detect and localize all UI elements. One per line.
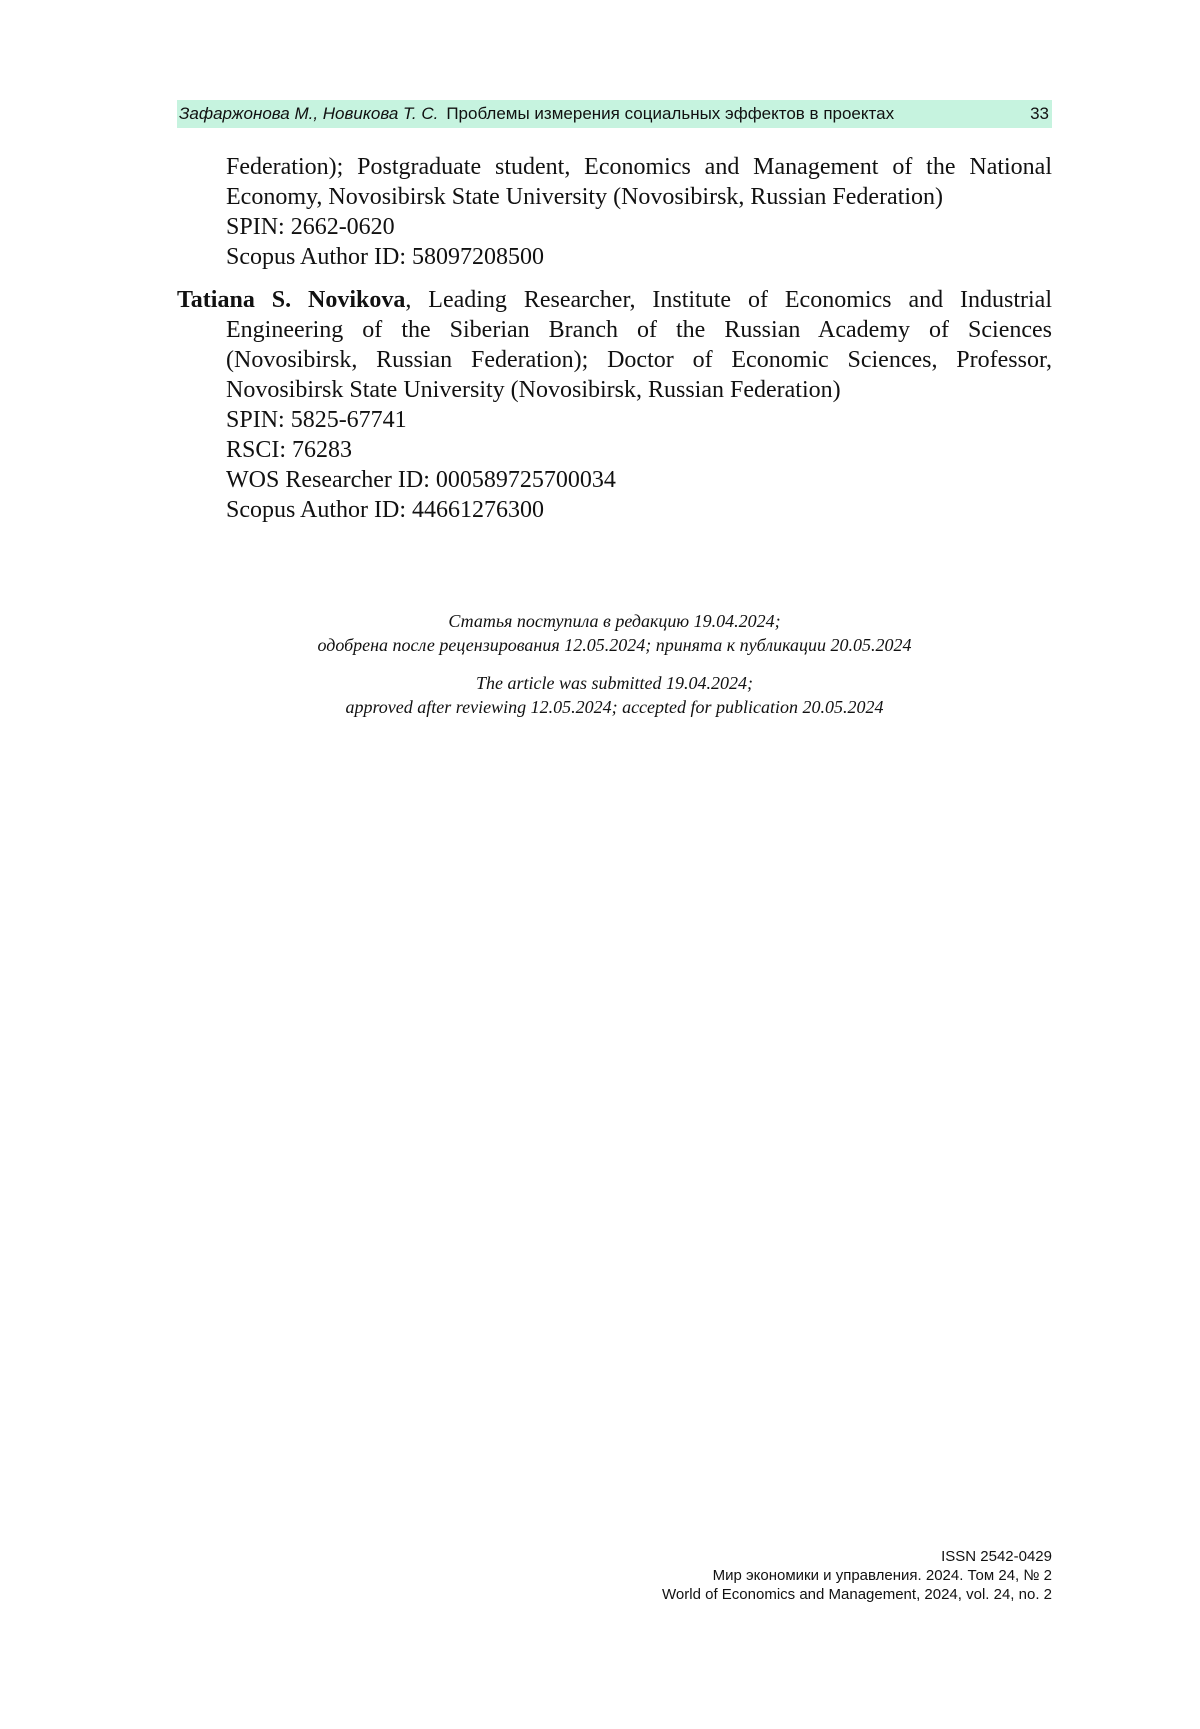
dates-en-approved: approved after reviewing 12.05.2024; accepted for publication 20.05.2024 (345, 697, 884, 717)
bio-line: Engineering of the Siberian Branch of the Russian Academy of Sciences (226, 317, 1052, 343)
author-bio-novikova (177, 285, 1052, 525)
bio-line: Novosibirsk State University (Novosibirsk, Russian Federation) (226, 377, 841, 403)
header-title: Проблемы измерения социальных эффектов в проектах (446, 104, 895, 123)
bio-affiliation-start: , Leading Researcher, Institute of Economics and Industrial (405, 287, 1052, 313)
bio-first-line (177, 285, 1052, 315)
dates-en-submitted: The article was submitted 19.04.2024; (476, 673, 753, 693)
bio-spin: SPIN: 2662-0620 (226, 214, 395, 240)
header-authors: Зафаржонова М., Новикова Т. С. (179, 104, 439, 123)
author-name: Tatiana S. Novikova (177, 287, 406, 313)
bio-scopus-id: Scopus Author ID: 44661276300 (226, 497, 544, 523)
dates-ru-approved: одобрена после рецензирования 12.05.2024; принята к публикации 20.05.2024 (317, 635, 912, 655)
bio-spin: SPIN: 5825-67741 (226, 407, 407, 433)
article-dates-ru (177, 609, 1052, 657)
page-footer (560, 1547, 1052, 1604)
bio-line: Economy, Novosibirsk State University (Novosibirsk, Russian Federation) (226, 184, 944, 210)
footer-issn: ISSN 2542-0429 (941, 1548, 1052, 1565)
page-number: 33 (1030, 104, 1049, 123)
bio-wos-id: WOS Researcher ID: 000589725700034 (226, 467, 616, 493)
author-bio-continued (177, 152, 1052, 272)
bio-line: (Novosibirsk, Russian Federation); Doctor of Economic Sciences, Professor, (226, 347, 1052, 373)
bio-rsci: RSCI: 76283 (226, 437, 353, 463)
footer-journal-ru: Мир экономики и управления. 2024. Том 24, № 2 (712, 1567, 1052, 1584)
running-header (177, 100, 1052, 128)
bio-scopus-id: Scopus Author ID: 58097208500 (226, 244, 544, 270)
article-dates-en (177, 671, 1052, 719)
dates-ru-submitted: Статья поступила в редакцию 19.04.2024; (448, 611, 781, 631)
footer-journal-en: World of Economics and Management, 2024, vol. 24, no. 2 (662, 1586, 1052, 1603)
bio-line: Federation); Postgraduate student, Economics and Management of the National (226, 154, 1052, 180)
